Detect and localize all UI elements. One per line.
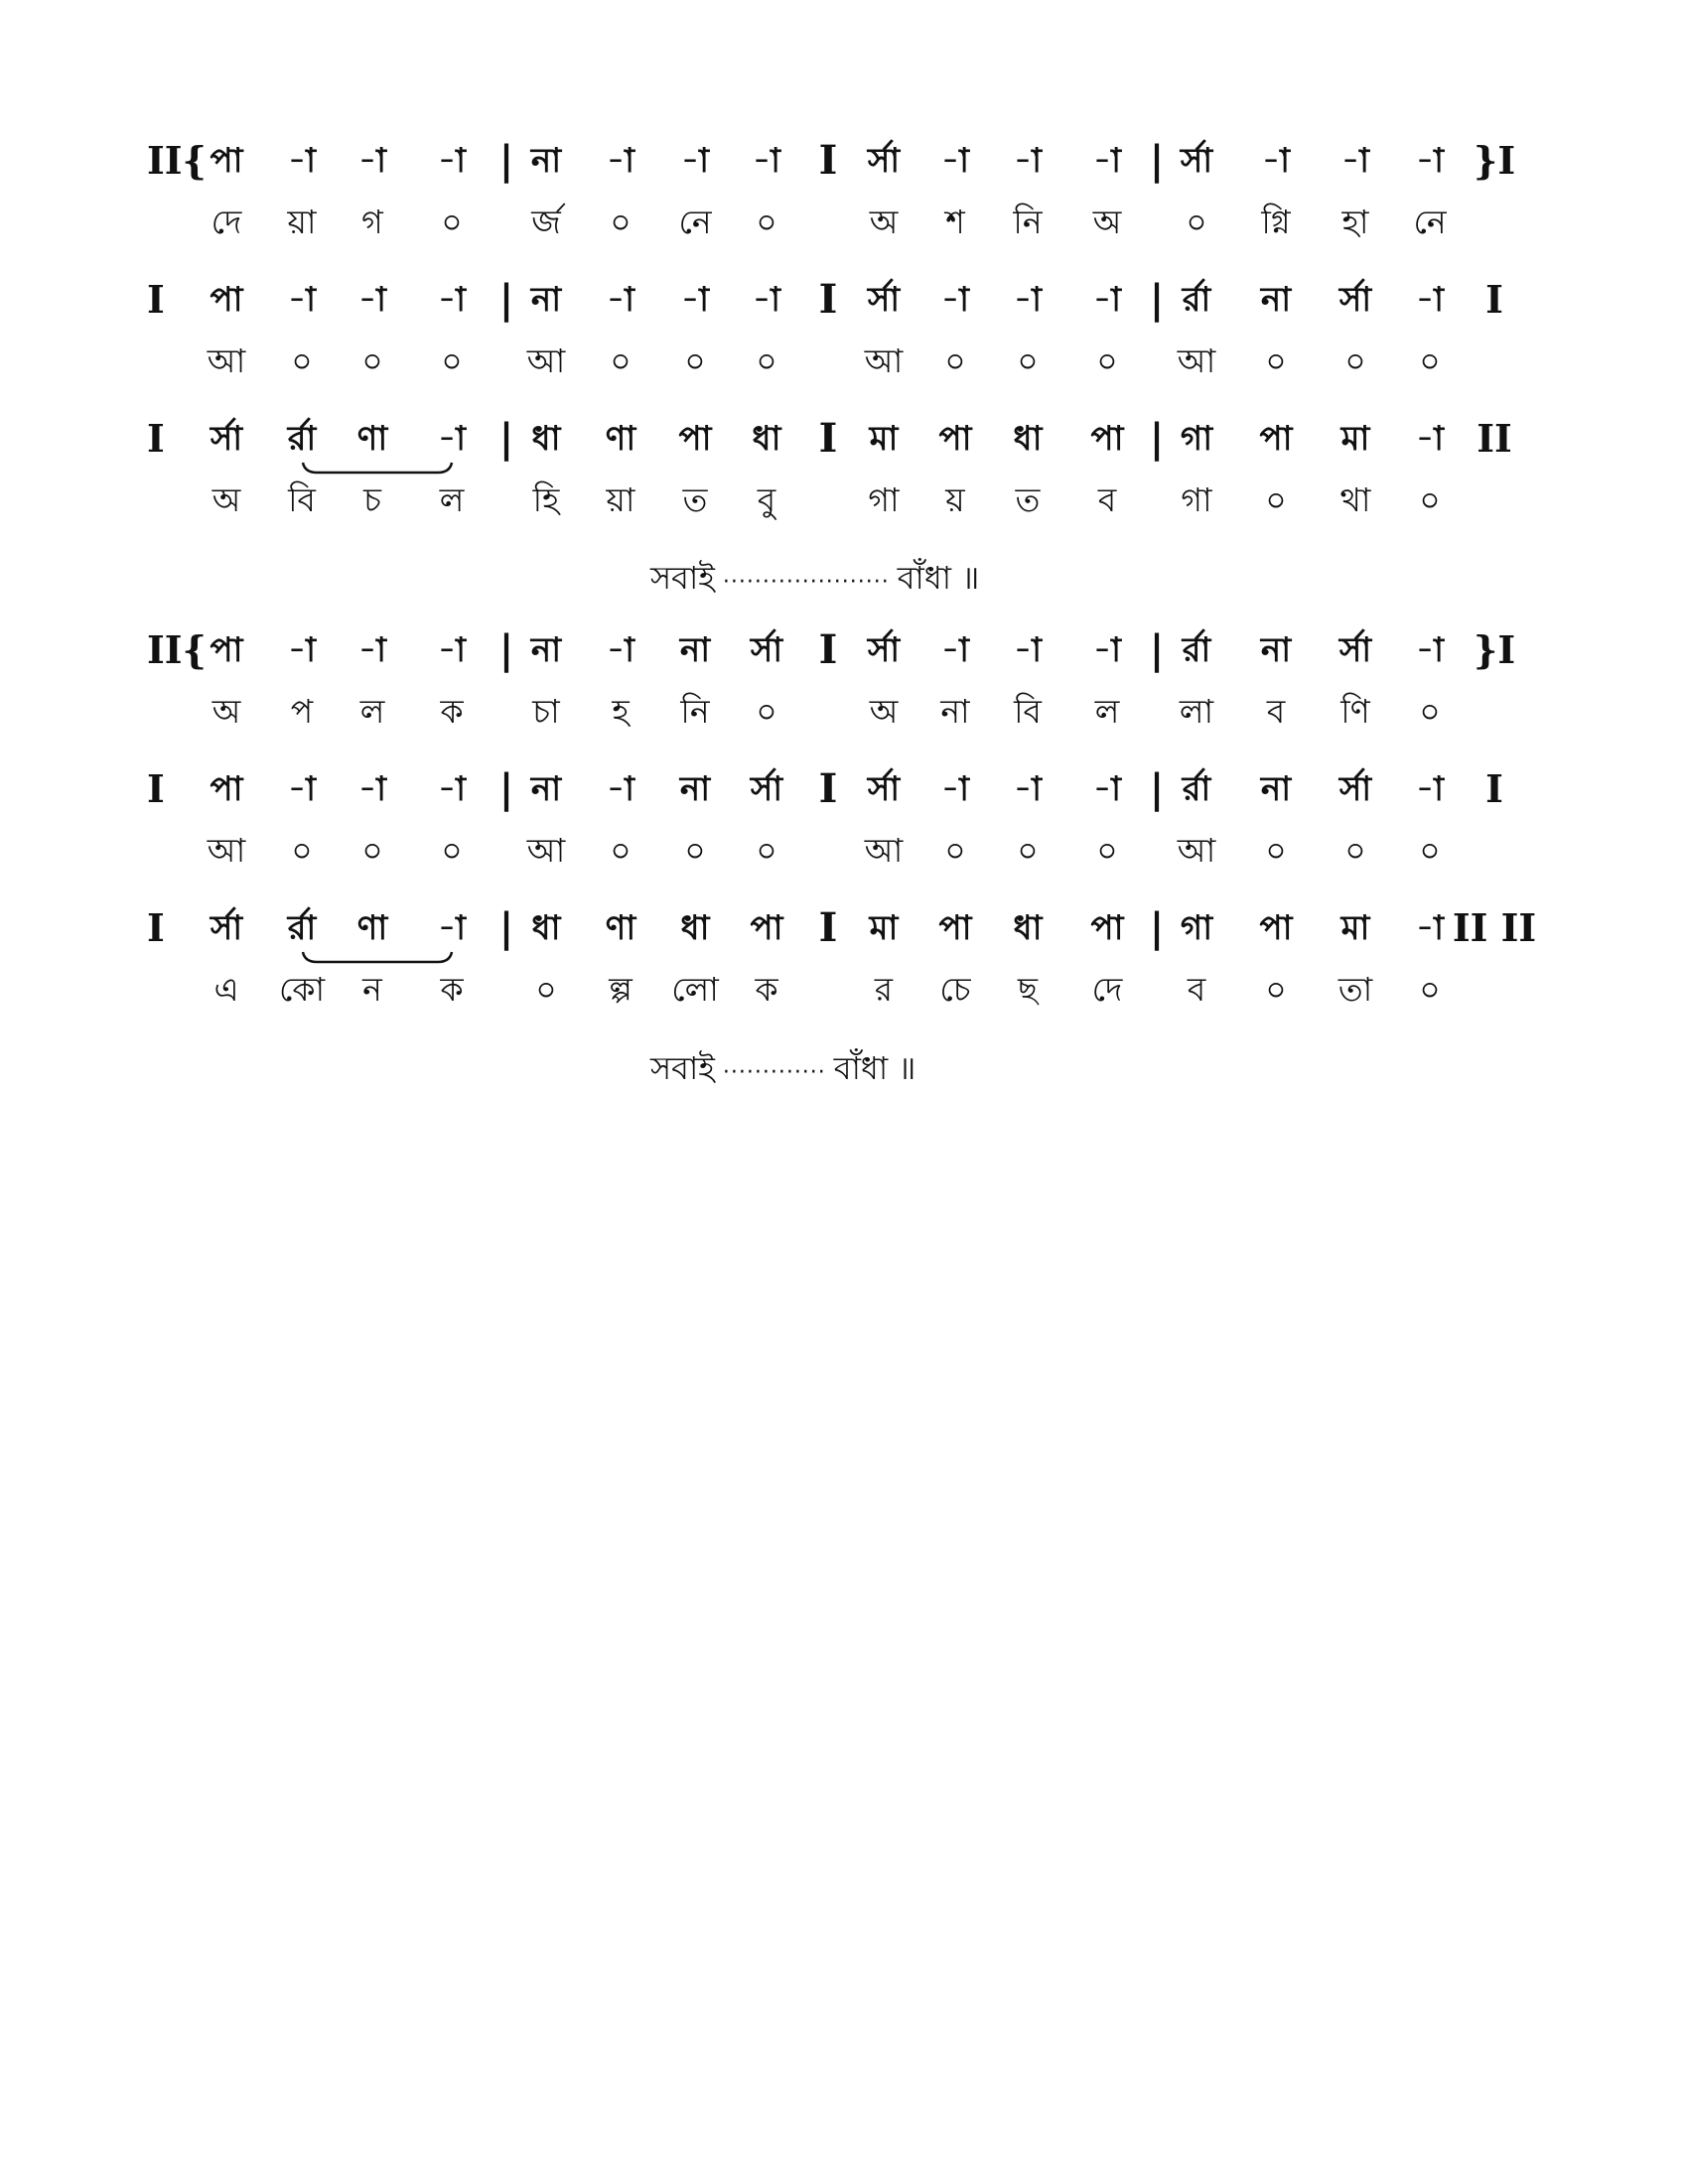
swara-note: না: [1260, 630, 1292, 670]
lyric-row: [0, 960, 1688, 1020]
lyric-syllable: ০: [944, 831, 966, 870]
swara-note: মা: [869, 419, 899, 459]
swara-note: র্সা: [867, 630, 901, 670]
lyric-syllable: তা: [1337, 970, 1373, 1009]
end-barline: }I: [1473, 627, 1516, 672]
lyric-syllable: দে: [211, 203, 242, 241]
swara-note: -া: [753, 280, 780, 320]
lyric-syllable: নি: [1013, 203, 1043, 241]
bar-line: I: [818, 904, 838, 951]
bar-line: |: [1149, 904, 1165, 951]
lyric-syllable: গ: [361, 203, 383, 241]
swara-note: -া: [941, 280, 969, 320]
swara-note: ধা: [680, 908, 710, 948]
refrain-dots: ·············: [722, 1060, 826, 1085]
swara-note: না: [530, 630, 562, 670]
swara-note: না: [530, 769, 562, 809]
lyric-syllable: আ: [864, 831, 904, 870]
lyric-syllable: হি: [532, 480, 560, 519]
lyric-syllable: নে: [678, 203, 712, 241]
swara-note: -া: [358, 280, 386, 320]
lyric-syllable: ক: [440, 970, 464, 1009]
bar-line: |: [498, 626, 514, 673]
lyric-syllable: ০: [610, 203, 632, 241]
bar-line: |: [498, 765, 514, 812]
lyric-syllable: ক: [440, 692, 464, 731]
swara-note: র্সা: [1338, 769, 1372, 809]
refrain-end: বাঁধা ॥: [897, 559, 980, 597]
swara-note: -া: [438, 419, 466, 459]
bar-line: |: [498, 137, 514, 184]
lyric-syllable: ০: [1265, 831, 1287, 870]
swara-note: র্রা: [1182, 280, 1211, 320]
swara-note: পা: [1259, 908, 1293, 948]
lyric-syllable: ছ: [1018, 970, 1038, 1009]
swara-note: -া: [607, 630, 634, 670]
lyric-syllable: ০: [756, 203, 777, 241]
swara-row: [0, 131, 1688, 191]
lyric-syllable: চে: [939, 970, 971, 1009]
swara-note: -া: [607, 769, 634, 809]
swara-note: গা: [1180, 908, 1213, 948]
swara-note: -া: [1416, 630, 1444, 670]
swara-note: পা: [1090, 908, 1124, 948]
lyric-syllable: বি: [288, 480, 316, 519]
end-barline: I: [1485, 277, 1503, 322]
swara-note: -া: [1093, 141, 1121, 181]
swara-note: পা: [210, 769, 243, 809]
lyric-syllable: অ: [869, 692, 899, 731]
lyric-syllable: গা: [868, 480, 900, 519]
lyric-syllable: ০: [441, 341, 463, 380]
lyric-syllable: থা: [1339, 480, 1371, 519]
lyric-syllable: ০: [291, 341, 313, 380]
lyric-syllable: ০: [684, 831, 706, 870]
lyric-row: [0, 821, 1688, 881]
bar-line: |: [1149, 626, 1165, 673]
lyric-syllable: ব: [1187, 970, 1206, 1009]
slur-mark: [293, 950, 462, 970]
swara-note: -া: [1014, 630, 1042, 670]
swara-note: -া: [1014, 769, 1042, 809]
lyric-syllable: ন: [362, 970, 382, 1009]
swara-note: র্সা: [1338, 280, 1372, 320]
lyric-syllable: ব: [1266, 692, 1286, 731]
lyric-syllable: হ: [612, 692, 630, 731]
lyric-row: [0, 332, 1688, 391]
lyric-syllable: অ: [869, 203, 899, 241]
lyric-row: [0, 682, 1688, 742]
swara-note: ধা: [1013, 419, 1043, 459]
swara-note: ণা: [356, 908, 388, 948]
swara-note: না: [679, 769, 711, 809]
swara-note: -া: [438, 141, 466, 181]
swara-note: -া: [1416, 419, 1444, 459]
lyric-syllable: বু: [757, 480, 776, 519]
lyric-syllable: ০: [1419, 970, 1441, 1009]
lyric-syllable: চ: [363, 480, 381, 519]
swara-note: পা: [210, 280, 243, 320]
swara-note: র্রা: [287, 908, 317, 948]
swara-note: -া: [681, 141, 709, 181]
swara-note: র্রা: [1182, 630, 1211, 670]
swara-note: র্সা: [210, 419, 243, 459]
refrain-line: [650, 548, 979, 608]
swara-note: -া: [288, 630, 316, 670]
swara-note: -া: [1416, 141, 1444, 181]
lyric-syllable: গা: [1181, 480, 1212, 519]
lyric-row: [0, 471, 1688, 530]
swara-note: র্সা: [750, 769, 783, 809]
lyric-syllable: আ: [526, 341, 566, 380]
refrain-start: সবাই: [650, 559, 715, 597]
swara-note: -া: [1093, 280, 1121, 320]
swara-note: -া: [1416, 769, 1444, 809]
swara-note: -া: [288, 141, 316, 181]
lyric-syllable: লা: [1179, 692, 1214, 731]
swara-note: না: [530, 280, 562, 320]
swara-note: -া: [681, 280, 709, 320]
swara-note: -া: [358, 630, 386, 670]
swara-note: -া: [941, 769, 969, 809]
lyric-syllable: ০: [610, 831, 632, 870]
bar-line: |: [498, 276, 514, 323]
lyric-syllable: আ: [526, 831, 566, 870]
swara-note: র্সা: [1338, 630, 1372, 670]
lyric-syllable: ব: [1097, 480, 1117, 519]
swara-row: [0, 270, 1688, 330]
lyric-syllable: ত: [682, 480, 708, 519]
end-barline: }I: [1473, 138, 1516, 183]
lyric-syllable: ০: [1419, 831, 1441, 870]
lyric-syllable: ল: [1094, 692, 1120, 731]
lyric-syllable: র্জ: [531, 203, 561, 241]
lyric-syllable: নি: [680, 692, 710, 731]
bar-line: |: [1149, 765, 1165, 812]
swara-note: পা: [750, 908, 783, 948]
lyric-syllable: কো: [278, 970, 326, 1009]
swara-note: -া: [1416, 280, 1444, 320]
swara-note: ধা: [531, 908, 561, 948]
swara-note: র্সা: [1180, 141, 1213, 181]
swara-note: -া: [1416, 908, 1444, 948]
lyric-syllable: ০: [1265, 480, 1287, 519]
swara-note: -া: [1093, 769, 1121, 809]
swara-note: -া: [941, 141, 969, 181]
lyric-syllable: য়া: [606, 480, 635, 519]
swara-note: র্সা: [867, 141, 901, 181]
swara-row: [0, 898, 1688, 958]
lyric-syllable: শ: [945, 203, 965, 241]
lyric-syllable: ক: [755, 970, 778, 1009]
swara-note: পা: [938, 908, 972, 948]
lyric-syllable: ০: [756, 831, 777, 870]
swara-note: না: [1260, 769, 1292, 809]
swara-note: -া: [1262, 141, 1290, 181]
lyric-syllable: ণি: [1340, 692, 1370, 731]
lyric-syllable: প: [290, 692, 314, 731]
lyric-syllable: অ: [211, 692, 241, 731]
bar-line: |: [1149, 137, 1165, 184]
swara-note: -া: [438, 630, 466, 670]
lyric-syllable: নে: [1413, 203, 1447, 241]
lyric-syllable: ০: [1419, 692, 1441, 731]
lyric-syllable: ০: [361, 831, 383, 870]
lyric-syllable: হা: [1341, 203, 1369, 241]
swara-note: পা: [210, 141, 243, 181]
swara-note: -া: [288, 769, 316, 809]
lyric-syllable: আ: [864, 341, 904, 380]
swara-note: পা: [210, 630, 243, 670]
lyric-syllable: ০: [1096, 831, 1118, 870]
swara-note: -া: [438, 769, 466, 809]
swara-note: ণা: [605, 419, 636, 459]
start-barline: I: [147, 905, 165, 950]
swara-note: মা: [869, 908, 899, 948]
swara-note: -া: [288, 280, 316, 320]
swara-note: ধা: [531, 419, 561, 459]
bar-line: |: [498, 904, 514, 951]
lyric-syllable: ত: [1015, 480, 1041, 519]
end-barline: I: [1485, 766, 1503, 811]
lyric-syllable: গ্নি: [1261, 203, 1291, 241]
lyric-syllable: চা: [532, 692, 560, 731]
swara-row: [0, 759, 1688, 819]
swara-note: -া: [1093, 630, 1121, 670]
swara-note: মা: [1340, 908, 1370, 948]
lyric-syllable: দে: [1091, 970, 1123, 1009]
swara-note: র্রা: [287, 419, 317, 459]
lyric-syllable: য়: [945, 480, 965, 519]
swara-row: [0, 620, 1688, 680]
swara-note: -া: [358, 141, 386, 181]
lyric-syllable: ০: [1265, 970, 1287, 1009]
swara-note: পা: [1090, 419, 1124, 459]
lyric-syllable: আ: [1177, 341, 1216, 380]
refrain-end: বাঁধা ॥: [833, 1049, 916, 1087]
bar-line: |: [498, 415, 514, 462]
start-barline: I: [147, 277, 165, 322]
lyric-syllable: ল: [439, 480, 465, 519]
start-barline: I: [147, 766, 165, 811]
lyric-syllable: ০: [1419, 341, 1441, 380]
lyric-syllable: ০: [441, 203, 463, 241]
swara-note: -া: [1014, 141, 1042, 181]
swara-note: র্সা: [867, 769, 901, 809]
lyric-syllable: ০: [610, 341, 632, 380]
bar-line: I: [818, 276, 838, 323]
start-barline: II{: [147, 138, 207, 183]
lyric-syllable: ০: [944, 341, 966, 380]
bar-line: I: [818, 765, 838, 812]
lyric-syllable: বি: [1014, 692, 1042, 731]
lyric-syllable: ০: [756, 341, 777, 380]
lyric-syllable: ল্প: [609, 970, 633, 1009]
lyric-row: [0, 193, 1688, 252]
end-barline: II II: [1452, 905, 1537, 950]
swara-note: -া: [1014, 280, 1042, 320]
lyric-syllable: অ: [211, 480, 241, 519]
lyric-syllable: লো: [671, 970, 719, 1009]
swara-note: -া: [753, 141, 780, 181]
swara-note: -া: [1341, 141, 1369, 181]
lyric-syllable: ০: [1017, 831, 1039, 870]
swara-note: না: [679, 630, 711, 670]
bar-line: |: [1149, 276, 1165, 323]
start-barline: I: [147, 416, 165, 461]
lyric-syllable: য়া: [287, 203, 317, 241]
lyric-syllable: না: [940, 692, 970, 731]
swara-row: [0, 409, 1688, 469]
refrain-dots: ·····················: [722, 570, 890, 595]
swara-note: না: [1260, 280, 1292, 320]
lyric-syllable: ০: [361, 341, 383, 380]
lyric-syllable: ০: [1096, 341, 1118, 380]
lyric-syllable: ০: [535, 970, 557, 1009]
swara-note: ণা: [356, 419, 388, 459]
swara-note: পা: [938, 419, 972, 459]
swara-note: -া: [607, 141, 634, 181]
swara-note: ধা: [752, 419, 781, 459]
swara-note: র্সা: [867, 280, 901, 320]
lyric-syllable: ০: [756, 692, 777, 731]
start-barline: II{: [147, 627, 207, 672]
slur-mark: [293, 461, 462, 480]
lyric-syllable: ০: [1344, 831, 1366, 870]
lyric-syllable: ০: [1419, 480, 1441, 519]
lyric-syllable: এ: [213, 970, 239, 1009]
swara-note: পা: [678, 419, 712, 459]
swara-note: না: [530, 141, 562, 181]
swara-note: মা: [1340, 419, 1370, 459]
lyric-syllable: ০: [684, 341, 706, 380]
lyric-syllable: র: [874, 970, 894, 1009]
swara-note: -া: [438, 908, 466, 948]
lyric-syllable: ০: [1265, 341, 1287, 380]
refrain-start: সবাই: [650, 1049, 715, 1087]
swara-note: র্সা: [210, 908, 243, 948]
bar-line: I: [818, 415, 838, 462]
lyric-syllable: ০: [1186, 203, 1207, 241]
lyric-syllable: আ: [207, 341, 246, 380]
swara-note: গা: [1180, 419, 1213, 459]
lyric-syllable: ০: [1344, 341, 1366, 380]
swara-note: ণা: [605, 908, 636, 948]
swara-note: -া: [607, 280, 634, 320]
lyric-syllable: ০: [291, 831, 313, 870]
lyric-syllable: ০: [1017, 341, 1039, 380]
swara-note: -া: [358, 769, 386, 809]
bar-line: |: [1149, 415, 1165, 462]
swara-note: -া: [941, 630, 969, 670]
lyric-syllable: অ: [1092, 203, 1122, 241]
lyric-syllable: ০: [441, 831, 463, 870]
swara-note: র্রা: [1182, 769, 1211, 809]
refrain-line: [650, 1038, 915, 1098]
swara-note: র্সা: [750, 630, 783, 670]
lyric-syllable: আ: [1177, 831, 1216, 870]
swara-note: পা: [1259, 419, 1293, 459]
swara-note: ধা: [1013, 908, 1043, 948]
swara-note: -া: [438, 280, 466, 320]
bar-line: I: [818, 626, 838, 673]
bar-line: I: [818, 137, 838, 184]
lyric-syllable: ল: [359, 692, 385, 731]
lyric-syllable: আ: [207, 831, 246, 870]
end-barline: II: [1477, 416, 1512, 461]
